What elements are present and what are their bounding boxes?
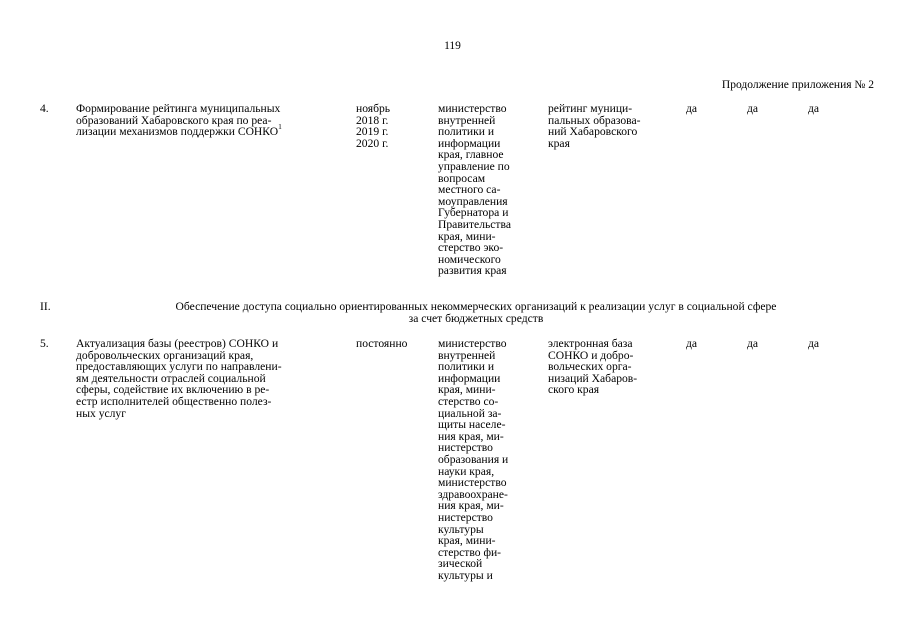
year-2018-cell: да [686, 102, 698, 115]
executor-line: управление по [438, 159, 510, 173]
result-line: рейтинг муници- [548, 102, 633, 115]
executor-line: нистерство [438, 441, 493, 455]
executor-line: министерство [438, 476, 507, 490]
executor-line: культуры [438, 522, 484, 536]
executor-line: зической [438, 557, 483, 571]
year-2020-cell: да [808, 102, 820, 115]
year-2020-cell: да [808, 337, 820, 350]
executor-line: вопросам [438, 171, 486, 185]
section-title-line: за счет бюджетных средств [408, 311, 544, 325]
page-number: 119 [444, 40, 461, 52]
executor-line: Губернатора и [438, 206, 509, 220]
executor-line: развития края [438, 264, 507, 278]
section-number: II. [40, 300, 51, 313]
row-number: 4. [40, 102, 49, 115]
result-line: вольческих орга- [548, 360, 632, 374]
executor-line: культуры и [438, 568, 493, 582]
measure-cell [76, 338, 366, 419]
executor-cell [438, 103, 511, 277]
measure-line: предоставляющих услуги по направлени- [76, 360, 282, 374]
executor-line: стерство эко- [438, 241, 504, 255]
term-cell [356, 103, 390, 149]
result-line: низаций Хабаров- [548, 371, 638, 385]
executor-line: здравоохране- [438, 487, 508, 501]
executor-line: нистерство [438, 510, 493, 524]
section-title-line: Обеспечение доступа социально ориентированных некоммерческих организаций к реализации услуг в социальной сфере [175, 300, 777, 313]
term-cell [356, 338, 407, 350]
footnote-mark: 1 [278, 122, 282, 132]
executor-line: ния края, ми- [438, 429, 504, 443]
measure-line: образований Хабаровского края по реа- [76, 113, 272, 127]
measure-line: естр исполнителей общественно полез- [76, 394, 272, 408]
measure-line: ям деятельности отраслей социальной [76, 371, 266, 385]
term-line: постоянно [356, 337, 408, 350]
executor-line: министерство [438, 337, 507, 350]
measure-line [76, 122, 366, 139]
result-line: края [548, 136, 570, 150]
result-cell [548, 338, 637, 396]
executor-line: науки края, [438, 464, 495, 478]
term-line: ноябрь [356, 102, 391, 115]
executor-line: внутренней [438, 348, 496, 362]
row-number: 5. [40, 337, 49, 350]
executor-line: края, мини- [438, 534, 496, 548]
executor-line: щиты населе- [438, 418, 506, 432]
year-2019-cell: да [747, 337, 759, 350]
executor-line: информации [438, 136, 501, 150]
term-line: 2019 г. [356, 125, 389, 139]
executor-line: Правительства [438, 217, 511, 231]
result-line: электронная база [548, 337, 633, 350]
result-line: ний Хабаровского [548, 125, 638, 139]
measure-line-text: лизации механизмов поддержки СОНКО [76, 125, 279, 139]
executor-line: моуправления [438, 194, 508, 208]
executor-line: края, мини- [438, 229, 496, 243]
executor-line: информации [438, 371, 501, 385]
executor-line: министерство [438, 102, 507, 115]
executor-line: номического [438, 252, 501, 266]
executor-line: стерство фи- [438, 545, 502, 559]
measure-cell [76, 103, 366, 138]
result-cell [548, 103, 641, 149]
executor-line: края, мини- [438, 383, 496, 397]
executor-cell [438, 338, 508, 581]
year-2019-cell: да [747, 102, 759, 115]
term-line: 2020 г. [356, 136, 389, 150]
result-line: СОНКО и добро- [548, 348, 634, 362]
measure-line: сферы, содействие их включению в ре- [76, 383, 270, 397]
executor-line: местного са- [438, 183, 501, 197]
executor-line: внутренней [438, 113, 496, 127]
executor-line: политики и [438, 360, 495, 374]
continuation-note: Продолжение приложения № 2 [721, 79, 874, 91]
executor-line: стерство со- [438, 394, 499, 408]
measure-line: добровольческих организаций края, [76, 348, 254, 362]
executor-line: образования и [438, 452, 509, 466]
measure-line: Формирование рейтинга муниципальных [76, 102, 281, 115]
result-line: ского края [548, 383, 600, 397]
measure-line: ных услуг [76, 406, 126, 420]
executor-line: края, главное [438, 148, 504, 162]
executor-line: ния края, ми- [438, 499, 504, 513]
section-title [76, 301, 876, 324]
term-line: 2018 г. [356, 113, 389, 127]
result-line: пальных образова- [548, 113, 641, 127]
measure-line: Актуализация базы (реестров) СОНКО и [76, 337, 279, 350]
year-2018-cell: да [686, 337, 698, 350]
executor-line: политики и [438, 125, 495, 139]
executor-line: циальной за- [438, 406, 502, 420]
